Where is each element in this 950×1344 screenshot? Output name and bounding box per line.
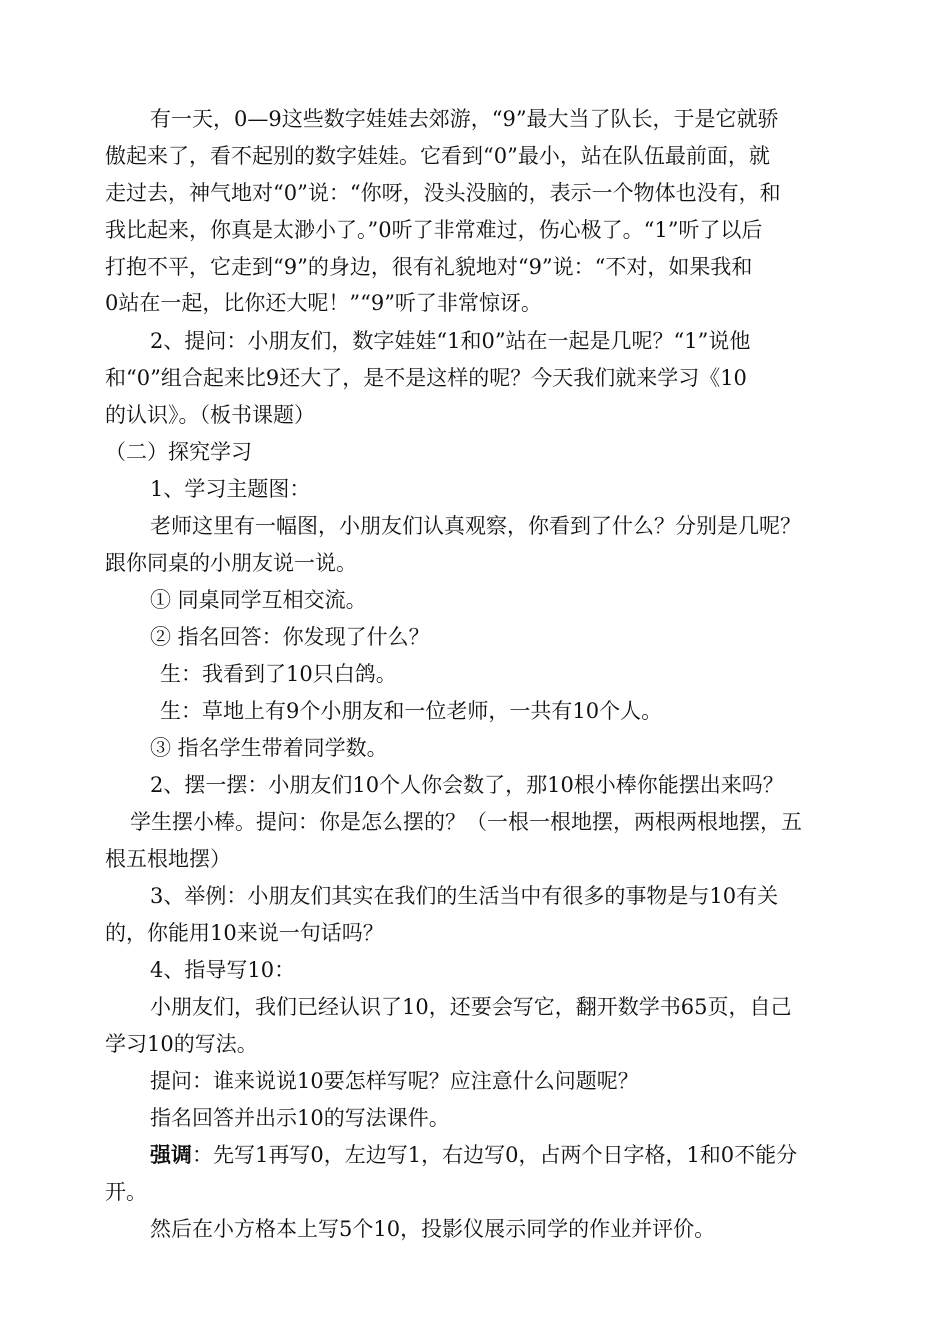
- list-item: ① 同桌同学互相交流。: [150, 588, 367, 612]
- subsection-heading: 2、摆一摆：小朋友们10个人你会数了，那10根小棒你能摆出来吗？: [150, 773, 784, 797]
- paragraph-line: 的认识》。（板书课题）: [105, 403, 315, 427]
- emphasis-line: [150, 1142, 797, 1168]
- paragraph-line: 跟你同桌的小朋友说一说。: [105, 551, 357, 575]
- paragraph-line: 老师这里有一幅图，小朋友们认真观察，你看到了什么？分别是几呢？: [150, 514, 801, 538]
- emphasis-text: ：先写1再写0，左边写1，右边写0，占两个日字格，1和0不能分: [192, 1143, 798, 1167]
- list-item: ③ 指名学生带着同学数。: [150, 736, 388, 760]
- subsection-heading: 4、指导写10：: [150, 958, 296, 982]
- subsection-heading: 3、举例：小朋友们其实在我们的生活当中有很多的事物是与10有关: [150, 884, 779, 908]
- paragraph-line: 和“0”组合起来比9还大了，是不是这样的呢？今天我们就来学习《10: [105, 366, 747, 390]
- emphasis-label: 强调: [150, 1142, 192, 1167]
- paragraph-line: 的，你能用10来说一句话吗？: [105, 921, 384, 945]
- paragraph-line: 然后在小方格本上写5个10，投影仪展示同学的作业并评价。: [150, 1217, 716, 1241]
- paragraph-line: 傲起来了，看不起别的数字娃娃。它看到“0”最小，站在队伍最前面，就: [105, 144, 770, 168]
- paragraph-line: 0站在一起，比你还大呢！”“9”听了非常惊讶。: [105, 291, 542, 315]
- paragraph-line: 根五根地摆）: [105, 847, 231, 871]
- paragraph-line: 我比起来，你真是太渺小了。”0听了非常难过，伤心极了。“1”听了以后: [105, 218, 763, 242]
- section-heading: （二）探究学习: [105, 440, 252, 464]
- subsection-heading: 1、学习主题图：: [150, 477, 311, 501]
- student-answer: 生：草地上有9个小朋友和一位老师，一共有10个人。: [160, 699, 663, 723]
- paragraph-line: 2、提问：小朋友们，数字娃娃“1和0”站在一起是几呢？“1”说他: [150, 329, 751, 353]
- paragraph-line: 走过去，神气地对“0”说：“你呀，没头没脑的，表示一个物体也没有，和: [105, 181, 781, 205]
- paragraph-line: 学习10的写法。: [105, 1032, 258, 1056]
- paragraph-line: 有一天，0—9这些数字娃娃去郊游，“9”最大当了队长，于是它就骄: [150, 107, 779, 131]
- paragraph-line: 小朋友们，我们已经认识了10，还要会写它，翻开数学书65页，自己: [150, 995, 792, 1019]
- paragraph-line: 指名回答并出示10的写法课件。: [150, 1106, 450, 1130]
- paragraph-line: 学生摆小棒。提问：你是怎么摆的？（一根一根地摆，两根两根地摆，五: [130, 810, 802, 834]
- paragraph-line: 开。: [105, 1180, 147, 1204]
- list-item: ② 指名回答：你发现了什么？: [150, 625, 430, 649]
- paragraph-line: 提问：谁来说说10要怎样写呢？应注意什么问题呢？: [150, 1069, 639, 1093]
- paragraph-line: 打抱不平，它走到“9”的身边，很有礼貌地对“9”说：“不对，如果我和: [105, 255, 753, 279]
- student-answer: 生：我看到了10只白鸽。: [160, 662, 397, 686]
